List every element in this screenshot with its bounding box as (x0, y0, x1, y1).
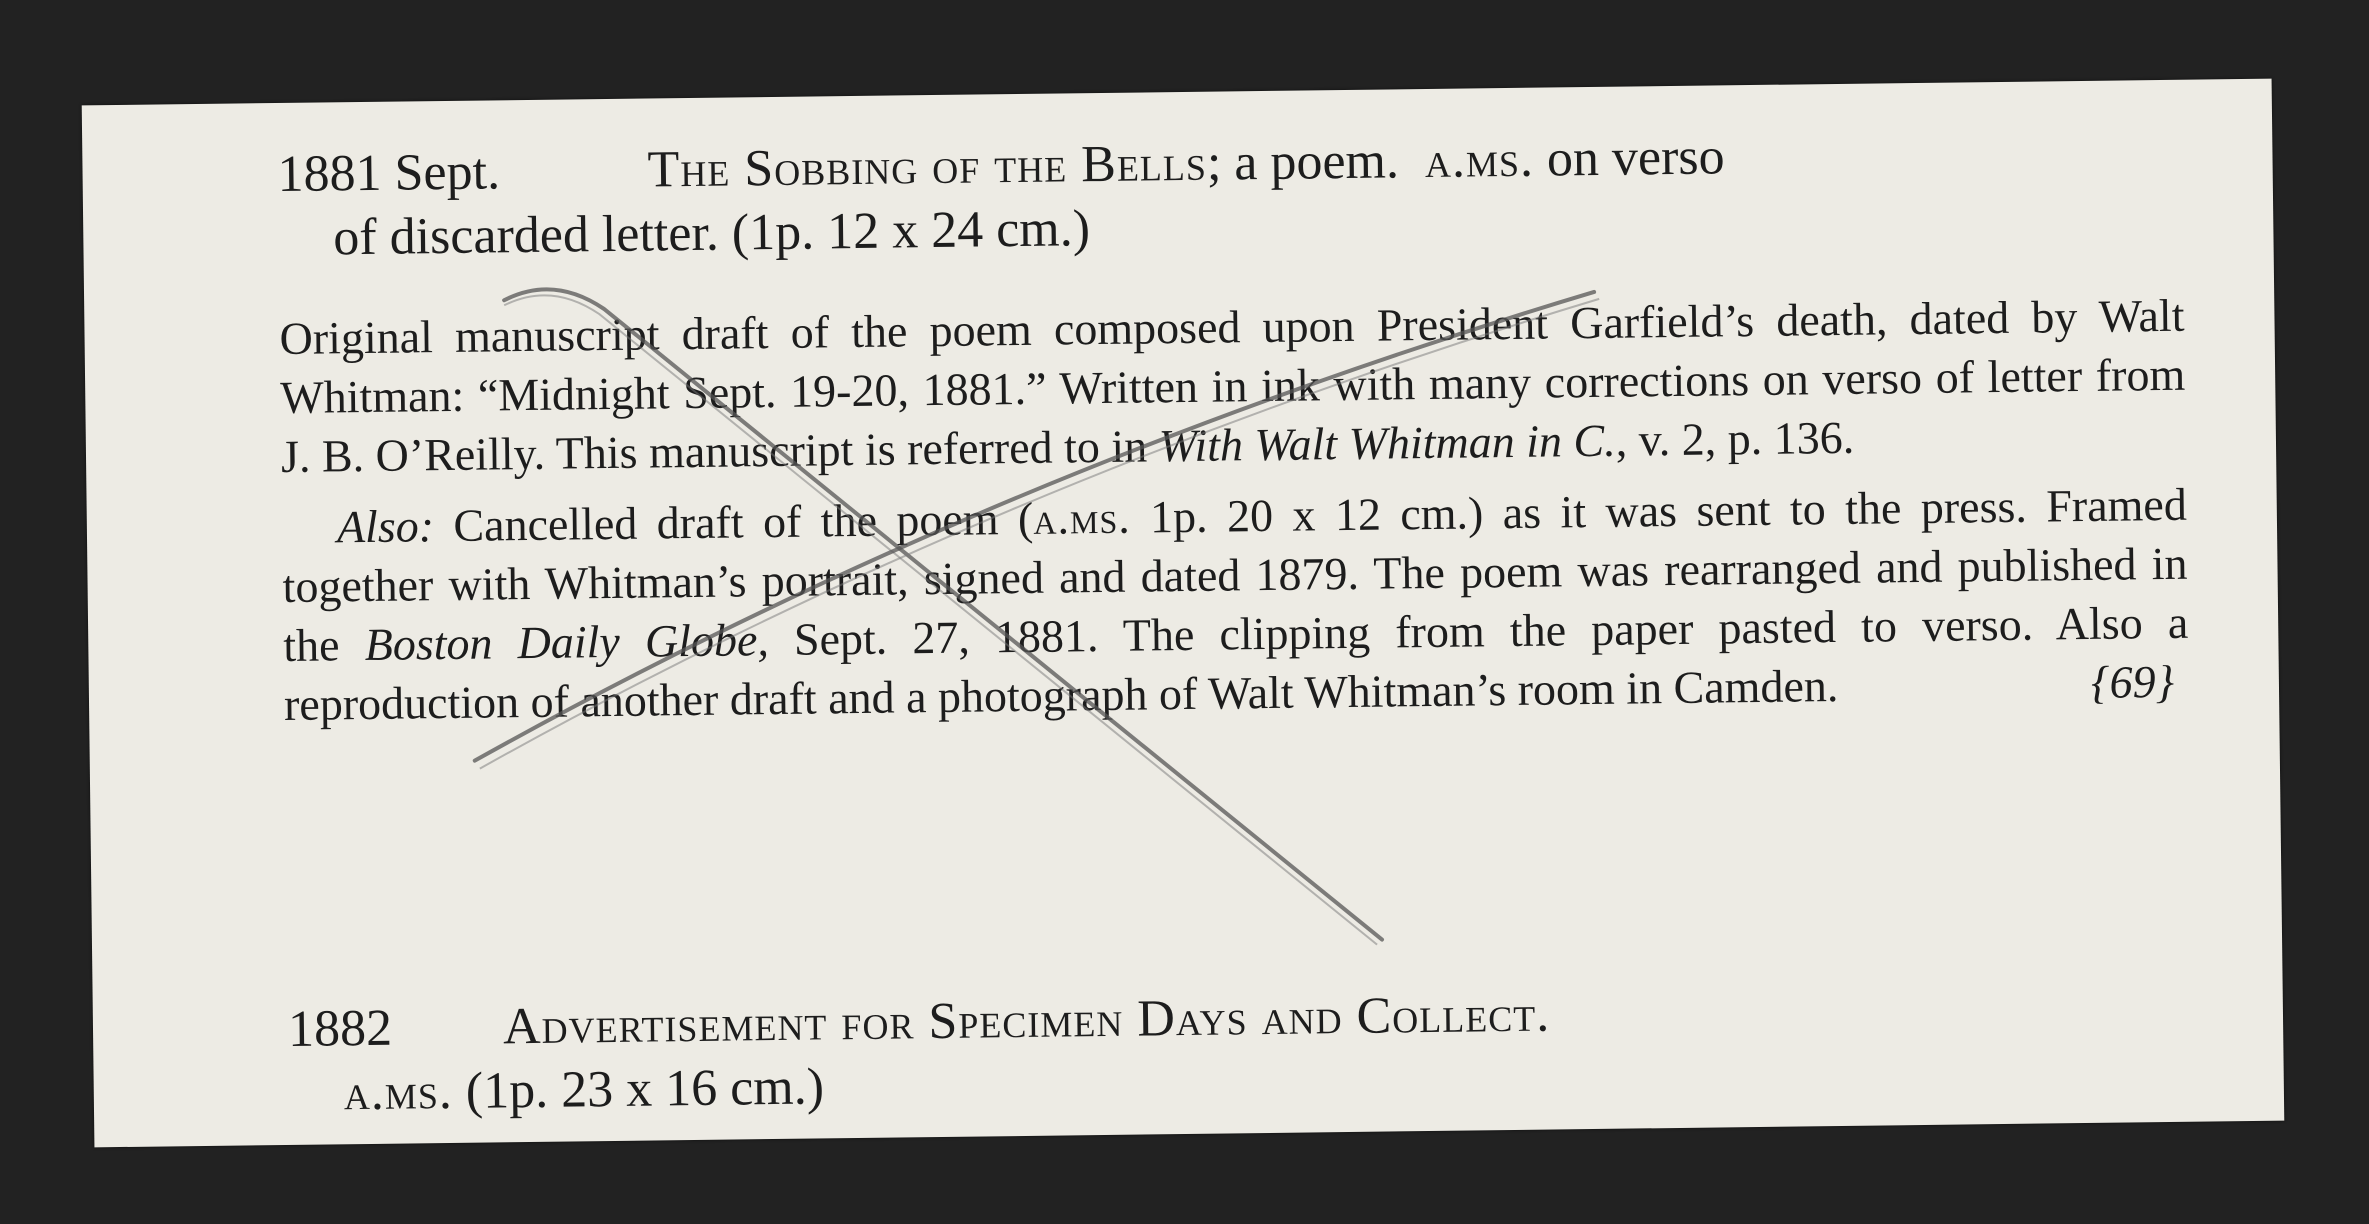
entry-title-suffix: ; a poem. (1206, 132, 1400, 192)
also-label: Also: (336, 500, 435, 553)
entry-subline: of discarded letter. (1p. 12 x 24 cm.) (333, 200, 1091, 267)
entry-subline-rest: (1p. 23 x 16 cm.) (452, 1058, 825, 1120)
entry-title: Advertisement for Specimen Days and Collect. (502, 985, 1551, 1056)
entry-date: 1882 (287, 999, 393, 1058)
entry-heading (277, 120, 2183, 271)
also-text-c: Sept. 27, 1881. The clipping from the paper pasted to verso. Also a reproduction of another draft and a photograph of Walt Whitman’s room in Camden. (283, 596, 2189, 730)
newspaper-title: Boston Daily Globe, (364, 614, 770, 670)
entry-date: 1881 Sept. (277, 143, 501, 204)
catalog-card (82, 79, 2285, 1148)
ams-label: a.ms. (1424, 130, 1535, 190)
entry-1882 (288, 975, 2194, 1126)
entry-title: The Sobbing of the Bells (647, 134, 1208, 199)
description-paragraph (279, 286, 2186, 486)
also-text-b: 1p. 20 x 12 cm.) as it was sent to the press. Framed together with Whitman’s portrait, signed and dated 1879. The poem was rearranged and published in the (282, 478, 2188, 671)
ams-label: a.ms. (1033, 491, 1131, 544)
book-title: With Walt Whitman in C. (1158, 414, 1616, 472)
page-number: {69} (2090, 655, 2175, 708)
also-paragraph (282, 475, 2190, 734)
also-text-a: Cancelled draft of the poem ( (433, 492, 1034, 552)
entry-heading (288, 975, 2194, 1126)
ams-label: a.ms. (343, 1062, 454, 1122)
description-text: Original manuscript draft of the poem composed upon President Garfield’s death, dated by Walt Whitman: “Midnight Sept. 19-20, 1881.” Written in ink with many corrections on verso of letter from J. B. O’Reilly. This manuscript is referred to in (279, 289, 2186, 483)
description-text-end: , v. 2, p. 136. (1615, 411, 1855, 466)
entry-head-tail: on verso (1533, 128, 1725, 188)
entry-1881 (277, 120, 2189, 734)
